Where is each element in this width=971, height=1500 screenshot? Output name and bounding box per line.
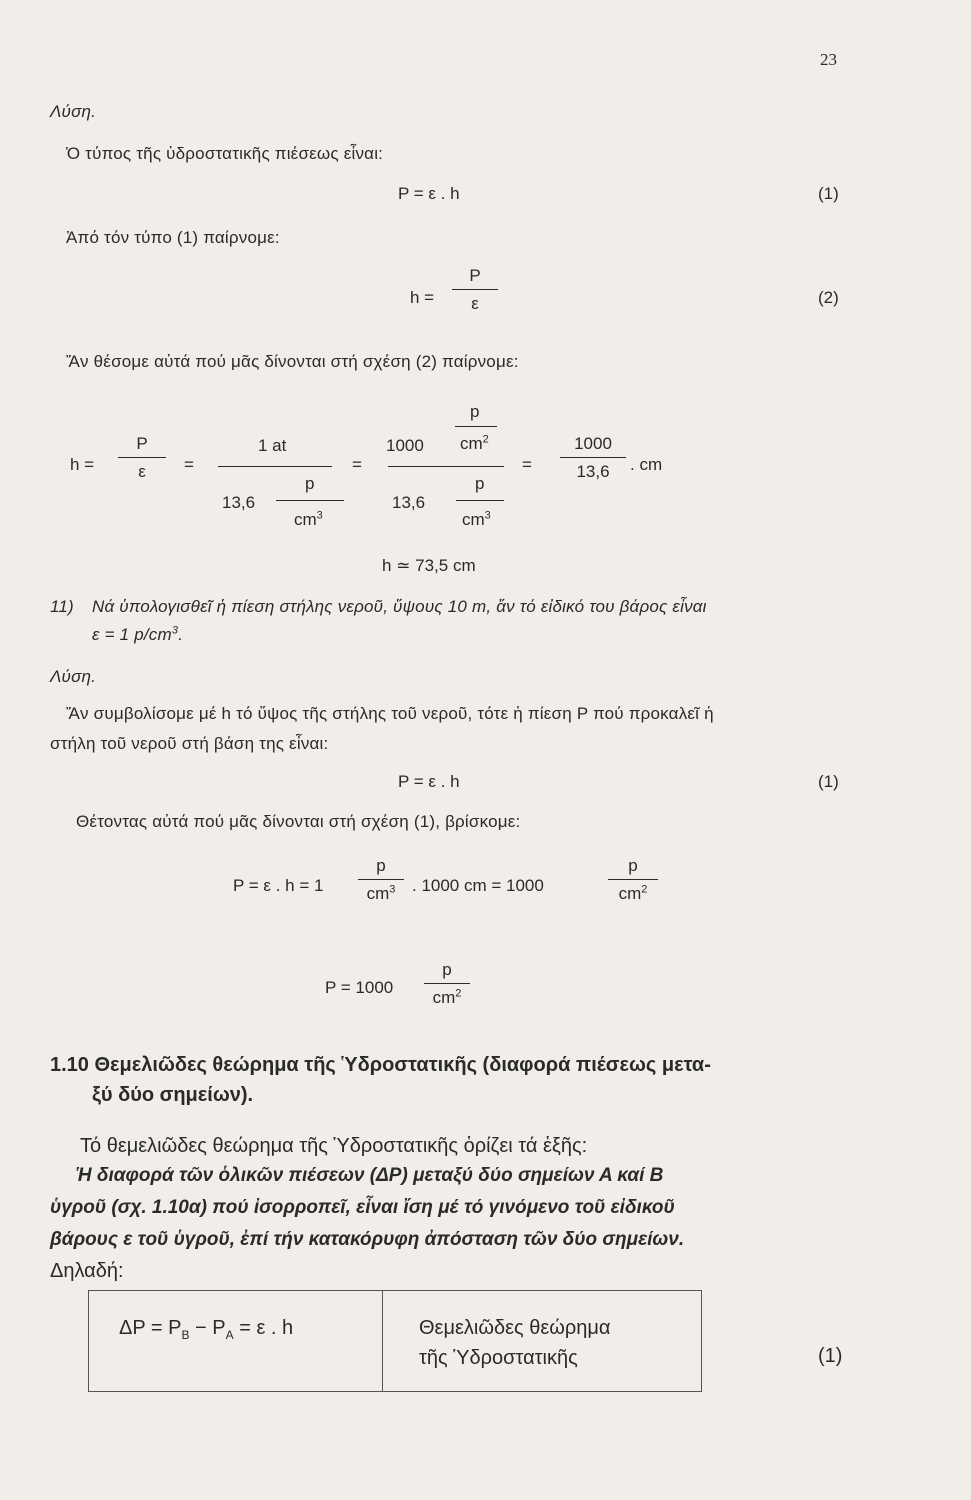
calc2-f1-num: p xyxy=(376,856,386,875)
problem-11-line1: Νά ὑπολογισθεῖ ἡ πίεση στήλης νεροῦ, ὕψους 10 m, ἄν τό εἰδικό του βάρος εἶναι xyxy=(92,597,707,616)
fraction-bar xyxy=(608,879,658,880)
calc2-f1-den xyxy=(358,884,404,904)
calc-f3-num: 1000 xyxy=(386,436,424,455)
box-formula-a: ΔP = P xyxy=(119,1317,182,1339)
fraction-bar xyxy=(452,289,498,290)
calc2-fraction-2 xyxy=(608,856,658,904)
calc-equals-1: = xyxy=(184,455,194,474)
formula2-lhs: h = xyxy=(410,288,435,307)
theorem-line3: βάρους ε τοῦ ὑγροῦ, ἐπί τήν κατακόρυφη ἀπόσταση τῶν δύο σημείων. xyxy=(50,1229,685,1250)
exponent-2: 2 xyxy=(641,883,648,896)
solution1-line2: Ἀπό τόν τύπο (1) παίρνομε: xyxy=(66,228,280,247)
calc2-f2-den xyxy=(608,884,658,904)
final-num: p xyxy=(442,960,452,979)
problem-11-line2-text: ε = 1 p/cm xyxy=(92,625,172,644)
box-label-2: τῆς Ὑδροστατικῆς xyxy=(419,1347,578,1369)
calc-cm-tail: . cm xyxy=(630,455,663,474)
solution1-line1: Ὁ τύπος τῆς ὑδροστατικῆς πιέσεως εἶναι: xyxy=(66,144,384,163)
theorem-line2: ὑγροῦ (σχ. 1.10α) πού ἰσορροπεῖ, εἶναι ἴση μέ τό γινόμενο τοῦ εἰδικοῦ xyxy=(50,1197,675,1218)
section-intro: Τό θεμελιῶδες θεώρημα τῆς Ὑδροστατικῆς ὁρίζει τά ἑξῆς: xyxy=(80,1135,588,1157)
solution2-line1: Ἄν συμβολίσομε μέ h τό ὕψος τῆς στήλης τοῦ νεροῦ, τότε ἡ πίεση P πού προκαλεῖ ἡ xyxy=(66,704,714,723)
unit-cm: cm xyxy=(460,434,483,453)
problem-11-line2 xyxy=(92,625,183,645)
solution2-line2: στήλη τοῦ νεροῦ στή βάση της εἶναι: xyxy=(50,734,329,753)
fraction-bar xyxy=(424,983,470,984)
sub-a: A xyxy=(225,1328,234,1342)
solution2-formula: P = ε . h xyxy=(398,772,460,791)
exponent-2: 2 xyxy=(455,987,462,1000)
calc-f3-p: p xyxy=(470,402,480,421)
calc-f2-cm3 xyxy=(294,510,323,530)
calc-f3-den-coef: 13,6 xyxy=(392,493,426,512)
exponent-3: 3 xyxy=(389,883,396,896)
equation-number-1b: (1) xyxy=(818,772,839,791)
calc-f3-cm3 xyxy=(462,510,491,530)
solution1-line3: Ἄν θέσομε αὐτά πού μᾶς δίνονται στή σχέση (2) παίρνομε: xyxy=(66,352,519,371)
dilady: Δηλαδή: xyxy=(50,1260,124,1282)
calc-f1-num: P xyxy=(136,434,148,453)
page-number: 23 xyxy=(820,50,837,69)
unit-cm: cm xyxy=(294,510,317,529)
exponent-3: 3 xyxy=(484,509,491,522)
box-formula-b: − P xyxy=(189,1317,226,1339)
fraction-bar xyxy=(388,466,504,467)
box-equation-number: (1) xyxy=(818,1345,843,1367)
unit-cm: cm xyxy=(432,988,456,1007)
fraction-bar xyxy=(118,457,166,458)
fraction-bar xyxy=(276,500,344,501)
fraction-bar xyxy=(456,500,504,501)
exponent-2: 2 xyxy=(482,433,489,446)
calc-equals-2: = xyxy=(352,455,362,474)
calc2-part-a: P = ε . h = 1 xyxy=(233,876,324,895)
calc2-fraction-1 xyxy=(358,856,404,904)
box-formula-c: = ε . h xyxy=(233,1317,294,1339)
fraction-bar xyxy=(218,466,332,467)
calc-f3-den-p: p xyxy=(475,474,485,493)
box-label-1: Θεμελιῶδες θεώρημα xyxy=(419,1317,611,1339)
sub-b: B xyxy=(181,1328,190,1342)
unit-cm: cm xyxy=(618,884,642,903)
calc-f2-num: 1 at xyxy=(258,436,287,455)
section-title-line1: 1.10 Θεμελιῶδες θεώρημα τῆς Ὑδροστατικῆς (διαφορά πιέσεως μετα- xyxy=(50,1054,711,1076)
formula2-fraction xyxy=(452,266,498,314)
calc2-f2-num: p xyxy=(628,856,638,875)
calc-equals-3: = xyxy=(522,455,532,474)
fraction-bar xyxy=(455,426,497,427)
fraction-bar xyxy=(560,457,626,458)
problem-11-line2-end: . xyxy=(178,625,184,644)
theorem-box xyxy=(88,1290,702,1392)
solution-heading-1: Λύση. xyxy=(50,102,97,121)
solution-heading-2: Λύση. xyxy=(50,667,97,686)
calc2-part-b: . 1000 cm = 1000 xyxy=(412,876,544,895)
formula-pressure: P = ε . h xyxy=(398,184,460,203)
exponent-3: 3 xyxy=(316,509,323,522)
formula2-numerator: P xyxy=(469,266,481,285)
exponent-3: 3 xyxy=(171,624,179,637)
final-formula: P = 1000 xyxy=(325,978,394,997)
solution2-line3: Θέτοντας αὐτά πού μᾶς δίνονται στή σχέση (1), βρίσκομε: xyxy=(76,812,521,831)
final-fraction xyxy=(424,960,470,1008)
calc-f3-cm2 xyxy=(460,434,489,454)
problem-11-number: 11) xyxy=(50,597,74,616)
calc-f4-num: 1000 xyxy=(574,434,612,453)
section-title-line2: ξύ δύο σημείων). xyxy=(92,1084,254,1106)
box-formula xyxy=(119,1317,293,1340)
equation-number-1: (1) xyxy=(818,184,839,203)
fraction-bar xyxy=(358,879,404,880)
unit-cm: cm xyxy=(366,884,390,903)
box-divider xyxy=(382,1291,383,1391)
calc-f2-den-coef: 13,6 xyxy=(222,493,256,512)
result-h: h ≃ 73,5 cm xyxy=(382,556,476,575)
calc-f1-den: ε xyxy=(138,462,146,481)
calc-h: h = xyxy=(70,455,95,474)
unit-cm: cm xyxy=(462,510,485,529)
final-den xyxy=(424,988,470,1008)
calc-fraction-1 xyxy=(118,434,166,482)
calc-f4-den: 13,6 xyxy=(576,462,610,481)
equation-number-2: (2) xyxy=(818,288,839,307)
calc-fraction-4 xyxy=(560,434,626,482)
theorem-line1: Ἡ διαφορά τῶν ὁλικῶν πιέσεων (ΔP) μεταξύ δύο σημείων Α καί Β xyxy=(76,1165,664,1186)
formula2-denominator: ε xyxy=(471,294,479,313)
calc-f2-p: p xyxy=(305,474,315,493)
